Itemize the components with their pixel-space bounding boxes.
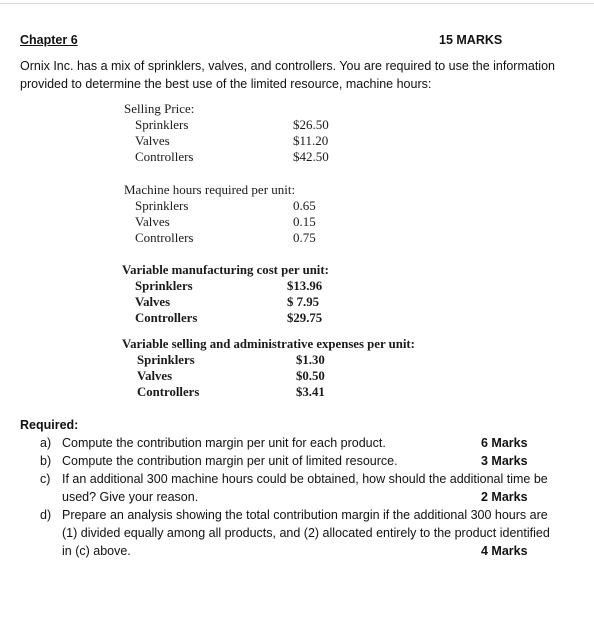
expense-value: $1.30: [296, 353, 325, 367]
table-heading: Selling Price:: [124, 101, 195, 116]
product-label: Sprinklers: [137, 353, 195, 367]
product-label: Controllers: [137, 385, 200, 399]
intro-line: provided to determine the best use of the limited resource, machine hours:: [20, 77, 432, 91]
expense-value: $0.50: [296, 369, 325, 383]
question-text: in (c) above.: [62, 544, 131, 558]
hours-value: 0.75: [293, 230, 316, 245]
price-value: $11.20: [293, 133, 329, 148]
hours-value: 0.65: [293, 198, 316, 213]
question-marks: 2 Marks: [481, 490, 528, 504]
price-value: $42.50: [293, 149, 329, 164]
question-marks: 6 Marks: [481, 436, 528, 450]
question-b: [20, 452, 580, 470]
hours-value: 0.15: [293, 214, 316, 229]
question-a: [20, 434, 580, 452]
question-d: [20, 506, 580, 560]
product-label: Valves: [135, 214, 170, 229]
cost-value: $13.96: [287, 279, 323, 293]
question-c: [20, 470, 580, 506]
required-section: [20, 416, 580, 560]
question-text: Prepare an analysis showing the total contribution margin if the additional 300 hours are: [62, 508, 548, 522]
product-label: Valves: [135, 295, 171, 309]
intro-paragraph: [20, 57, 580, 93]
question-text: If an additional 300 machine hours could be obtained, how should the additional time be: [62, 472, 548, 486]
top-divider: [0, 3, 594, 4]
product-label: Controllers: [135, 149, 194, 164]
question-text: used? Give your reason.: [62, 490, 199, 504]
product-label: Controllers: [135, 311, 198, 325]
question-letter: a): [40, 436, 52, 450]
expense-value: $3.41: [296, 385, 325, 399]
product-label: Valves: [135, 133, 170, 148]
product-label: Valves: [137, 369, 173, 383]
product-label: Sprinklers: [135, 198, 189, 213]
cost-value: $ 7.95: [287, 295, 319, 309]
total-marks: 15 MARKS: [439, 33, 503, 47]
cost-value: $29.75: [287, 311, 323, 325]
question-letter: c): [40, 472, 51, 486]
table-heading: Variable manufacturing cost per unit:: [122, 263, 329, 277]
table-heading: Variable selling and administrative expenses per unit:: [122, 337, 415, 351]
required-heading: Required:: [20, 418, 79, 432]
question-text: (1) divided equally among all products, and (2) allocated entirely to the product identified: [62, 526, 550, 540]
product-label: Sprinklers: [135, 279, 193, 293]
question-marks: 3 Marks: [481, 454, 528, 468]
product-label: Sprinklers: [135, 117, 189, 132]
question-text: Compute the contribution margin per unit for each product.: [62, 436, 386, 450]
intro-line: Ornix Inc. has a mix of sprinklers, valves, and controllers. You are required to use the information: [20, 59, 555, 73]
price-value: $26.50: [293, 117, 329, 132]
question-marks: 4 Marks: [481, 544, 528, 558]
question-letter: d): [40, 508, 52, 522]
chapter-title: Chapter 6: [20, 33, 78, 47]
table-heading: Machine hours required per unit:: [124, 182, 296, 197]
question-letter: b): [40, 454, 52, 468]
product-label: Controllers: [135, 230, 194, 245]
question-text: Compute the contribution margin per unit of limited resource.: [62, 454, 398, 468]
